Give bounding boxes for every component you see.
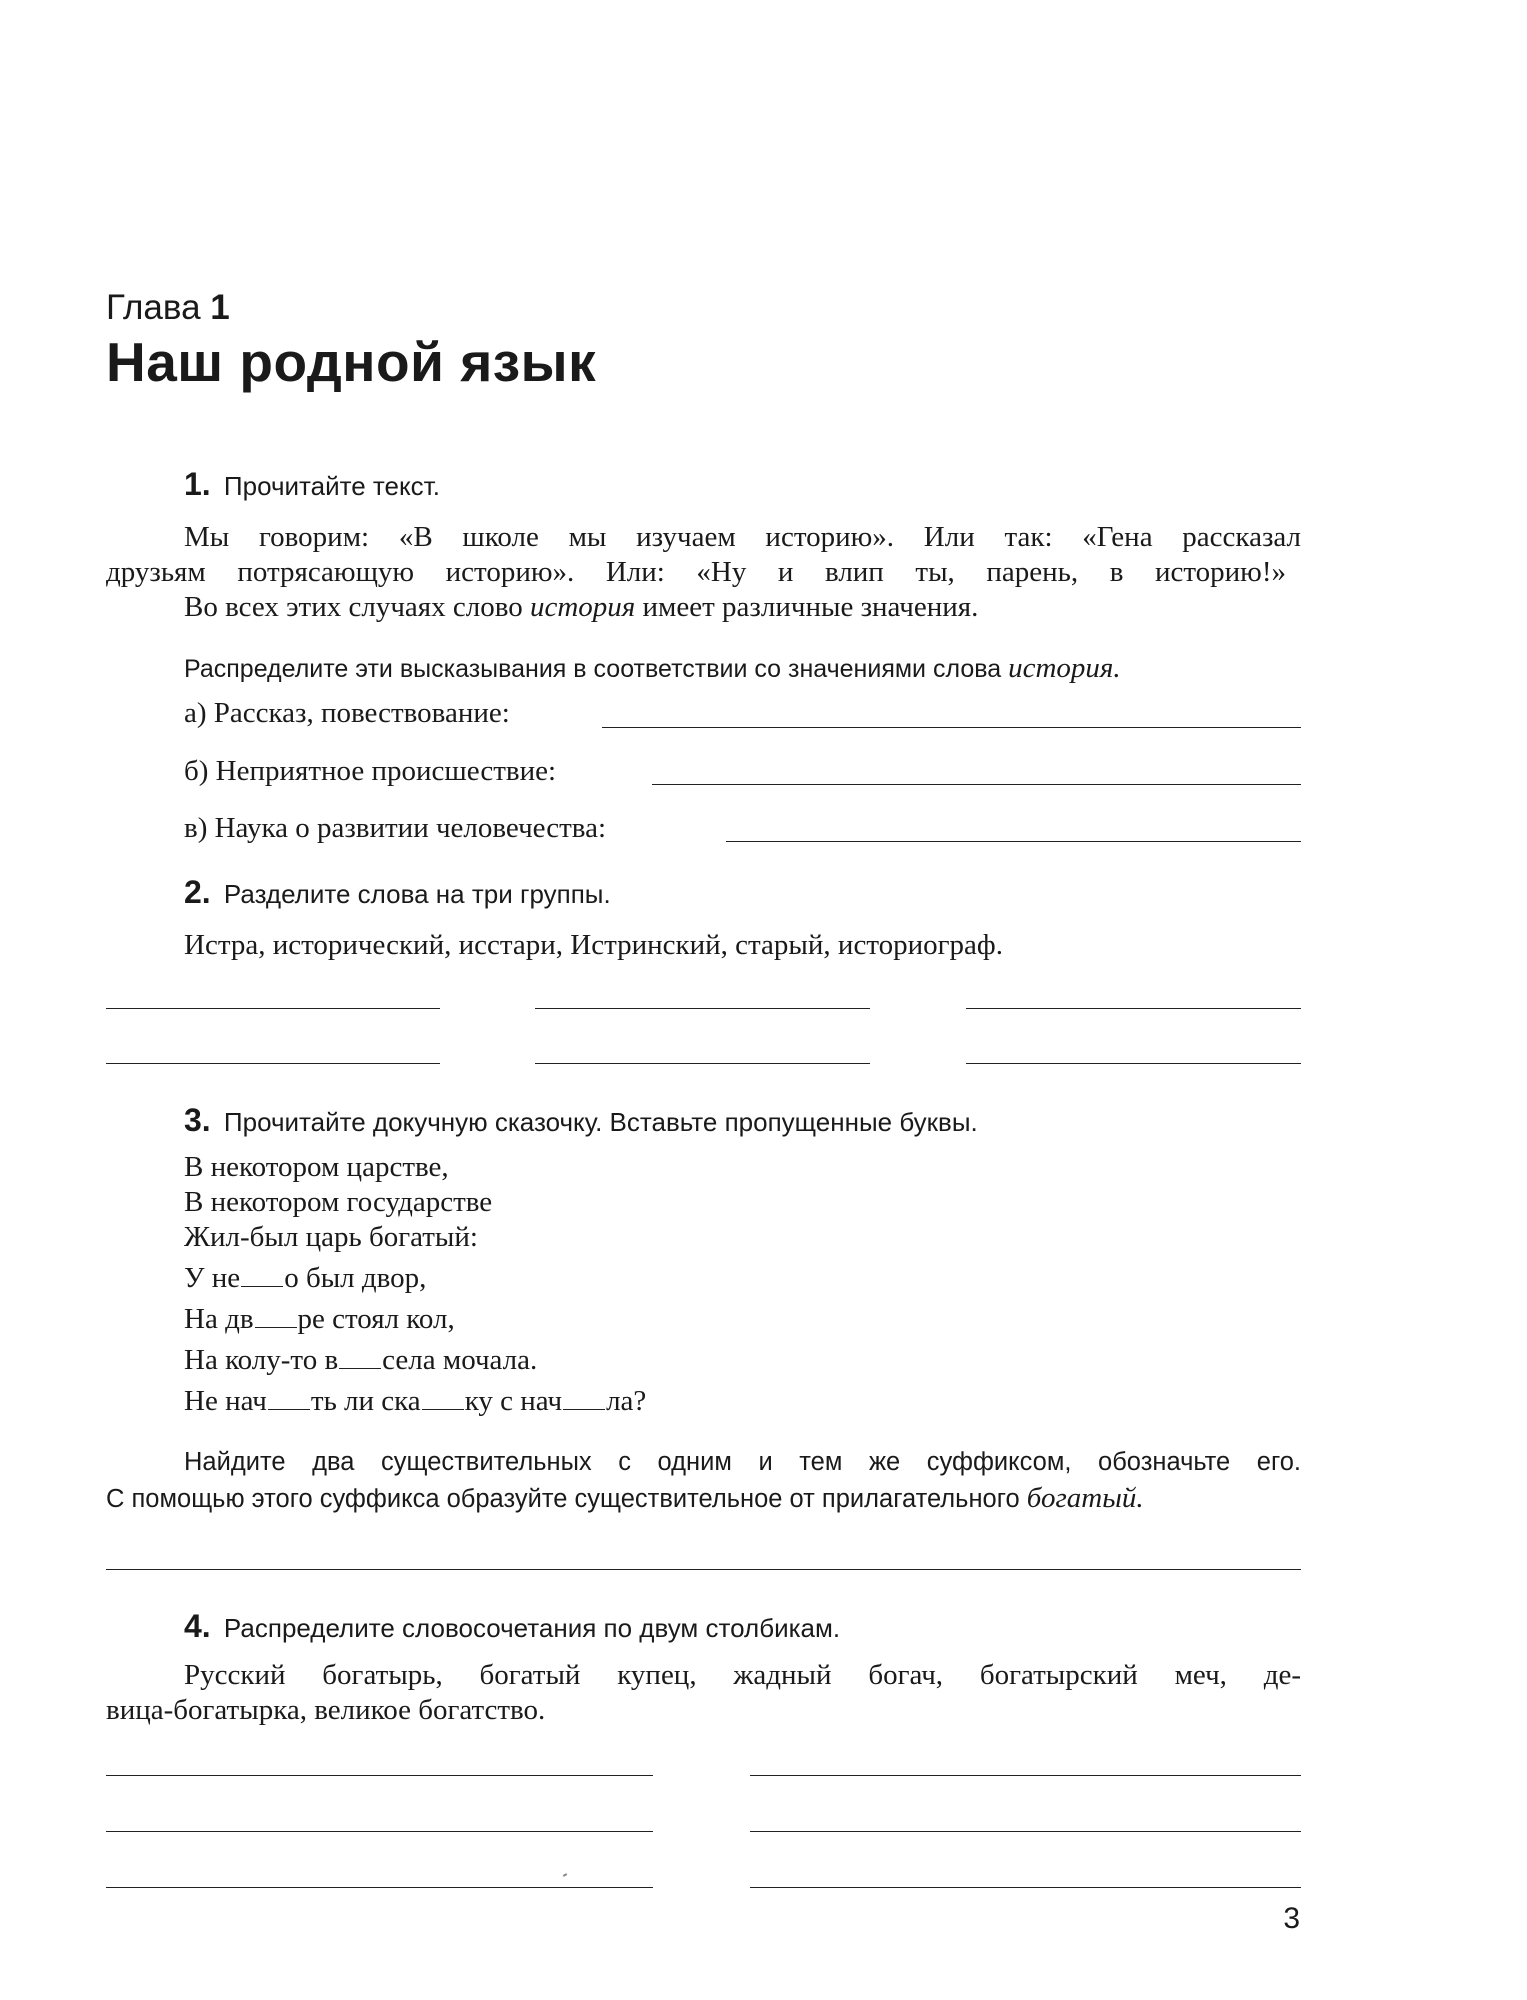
task4-text-line2: вица-богатырка, великое богатство. [106, 1694, 546, 1726]
task1-instruction: Прочитайте текст. [223, 471, 440, 501]
poem-line-3: Жил-был царь богатый: [184, 1221, 478, 1253]
chapter-label [106, 288, 230, 328]
task4-instruction: Распределите словосочетания по двум столбикам. [223, 1613, 841, 1643]
task3-find-line2 [106, 1482, 1144, 1515]
missing-letter-blank[interactable] [339, 1367, 381, 1369]
chapter-title: Наш родной язык [106, 331, 597, 393]
task3-heading [184, 1102, 978, 1139]
poem-line-7 [184, 1385, 646, 1418]
print-speck [563, 1873, 567, 1877]
task2-number: 2. [184, 874, 211, 910]
poem-line-6-part1: На колу-то в [184, 1344, 339, 1376]
task1-text-line2: друзьям потрясающую историю». Или: «Ну и влип ты, парень, в историю!» [106, 556, 1286, 588]
poem-line-7-part2: ть ли ска [310, 1385, 421, 1417]
task1-number: 1. [184, 466, 211, 502]
task1-item-b: б) Неприятное происшествие: [184, 755, 557, 787]
task1-subinstruction-keyword: история. [1008, 652, 1121, 684]
task1-answer-line-b[interactable] [652, 784, 1301, 785]
missing-letter-blank[interactable] [268, 1408, 310, 1410]
task2-group2-line1[interactable] [535, 1008, 870, 1009]
task2-instruction: Разделите слова на три группы. [223, 879, 611, 909]
task2-group2-line2[interactable] [535, 1063, 870, 1064]
task4-number: 4. [184, 1608, 211, 1644]
task1-text-line1: Мы говорим: «В школе мы изучаем историю». Или так: «Гена рассказал [184, 521, 1301, 553]
task3-instruction: Прочитайте докучную сказочку. Вставьте пропущенные буквы. [223, 1107, 978, 1137]
task3-find-keyword: богатый. [1026, 1482, 1144, 1514]
poem-line-5-part1: На дв [184, 1303, 254, 1335]
task1-keyword: история [529, 591, 636, 623]
task1-text-line3 [184, 591, 978, 624]
task1-item-c: в) Наука о развитии человечества: [184, 812, 607, 844]
task3-answer-line[interactable] [106, 1569, 1301, 1570]
task1-subinstruction-text: Распределите эти высказывания в соответствии со значениями слова [184, 655, 1009, 683]
chapter-word: Глава [106, 288, 201, 327]
missing-letter-blank[interactable] [563, 1408, 605, 1410]
task3-find-line2-text: С помощью этого суффикса образуйте существительное от прилагательного [106, 1485, 1027, 1513]
task4-column1-line2[interactable] [106, 1831, 653, 1832]
task4-text-line1: Русский богатырь, богатый купец, жадный богач, богатырский меч, де- [184, 1659, 1301, 1691]
task3-number: 3. [184, 1102, 211, 1138]
task2-words: Истра, исторический, исстари, Истринский, старый, историограф. [184, 929, 1003, 961]
poem-line-4-part2: о был двор, [284, 1262, 427, 1294]
poem-line-5-part2: ре стоял кол, [297, 1303, 455, 1335]
poem-line-7-part1: Не нач [184, 1385, 267, 1417]
poem-line-4-part1: У не [184, 1262, 241, 1294]
task4-column1-line1[interactable] [106, 1775, 653, 1776]
task1-subinstruction [184, 652, 1121, 685]
task2-group1-line2[interactable] [106, 1063, 440, 1064]
task1-heading [184, 466, 440, 503]
poem-line-2: В некотором государстве [184, 1186, 493, 1218]
poem-line-7-part4: ла? [606, 1385, 647, 1417]
missing-letter-blank[interactable] [255, 1326, 297, 1328]
page-number: 3 [1283, 1902, 1300, 1935]
task1-text-line3-start: Во всех этих случаях слово [184, 591, 530, 623]
task2-heading [184, 874, 611, 911]
missing-letter-blank[interactable] [241, 1285, 283, 1287]
task2-group3-line1[interactable] [966, 1008, 1301, 1009]
task4-column2-line1[interactable] [750, 1775, 1301, 1776]
chapter-number: 1 [210, 288, 230, 327]
task3-find-line1: Найдите два существительных с одним и тем же суффиксом, обозначьте его. [184, 1448, 1301, 1476]
poem-line-6-part2: села мочала. [382, 1344, 538, 1376]
task1-answer-line-a[interactable] [602, 727, 1301, 728]
task1-item-a: а) Рассказ, повествование: [184, 697, 510, 729]
poem-line-7-part3: ку с нач [464, 1385, 563, 1417]
poem-line-5 [184, 1303, 455, 1336]
task1-answer-line-c[interactable] [726, 841, 1301, 842]
task4-column1-line3[interactable] [106, 1887, 653, 1888]
missing-letter-blank[interactable] [422, 1408, 464, 1410]
task4-column2-line2[interactable] [750, 1831, 1301, 1832]
task2-group1-line1[interactable] [106, 1008, 440, 1009]
task1-text-line3-end: имеет различные значения. [635, 591, 979, 623]
task4-heading [184, 1608, 840, 1645]
task2-group3-line2[interactable] [966, 1063, 1301, 1064]
task4-column2-line3[interactable] [750, 1887, 1301, 1888]
poem-line-4 [184, 1262, 426, 1295]
poem-line-1: В некотором царстве, [184, 1151, 449, 1183]
poem-line-6 [184, 1344, 537, 1377]
